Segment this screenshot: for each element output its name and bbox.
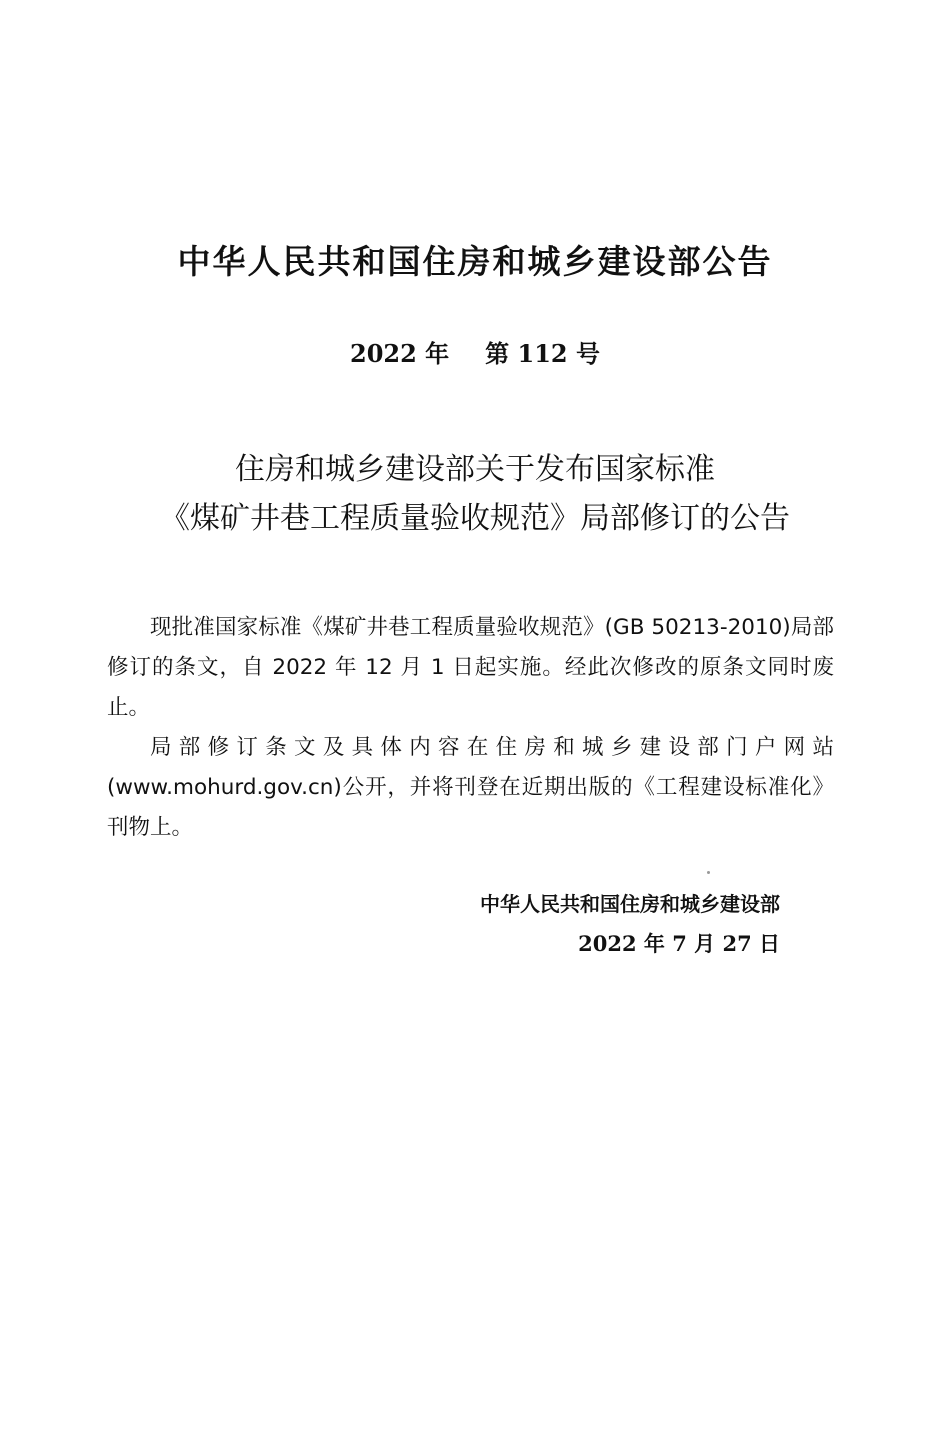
paragraph-text: 局部修订条文及具体内容在住房和城乡建设部门户网站(www.mohurd.gov.cn)公开，并将刊登在近期出版的《工程建设标准化》刊物上。 (107, 735, 834, 840)
document-number (0, 334, 950, 369)
body-paragraph-2 (107, 728, 834, 848)
subject-line-1: 住房和城乡建设部关于发布国家标准 (235, 452, 715, 487)
signature-organization: 中华人民共和国住房和城乡建设部 (480, 892, 780, 916)
signature-date: 2022 年 7 月 27 日 (578, 931, 780, 956)
announcement-title: 中华人民共和国住房和城乡建设部公告 (177, 242, 773, 281)
document-serial: 第 112 号 (485, 339, 600, 368)
body-paragraph-1 (107, 608, 834, 728)
subject-line-2: 《煤矿井巷工程质量验收规范》局部修订的公告 (160, 501, 790, 536)
document-year: 2022 年 (350, 339, 450, 368)
paragraph-text: 现批准国家标准《煤矿井巷工程质量验收规范》(GB 50213-2010)局部修订的条文，自 2022 年 12 月 1 日起实施。经此次修改的原条文同时废止。 (107, 615, 834, 720)
scan-speck (707, 871, 710, 874)
